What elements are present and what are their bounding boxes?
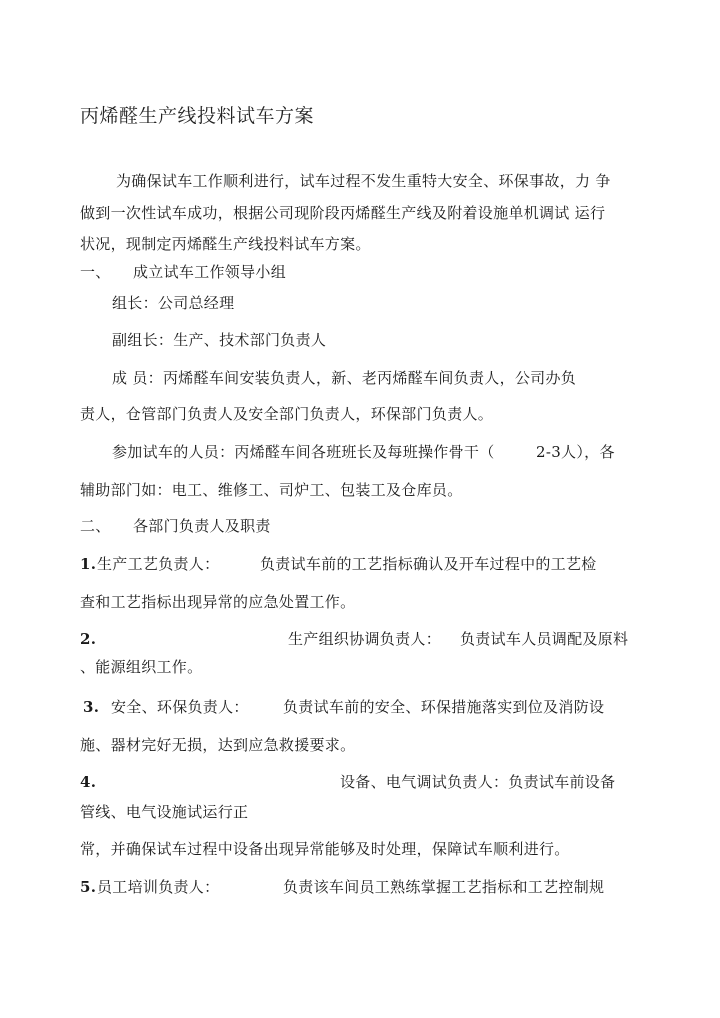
item-2-duty-line-1: 负责试车人员调配及原料 xyxy=(460,630,629,648)
item-5-number: 5. xyxy=(80,878,97,896)
item-5-duty-line-1: 负责该车间员工熟练掌握工艺指标和工艺控制规 xyxy=(283,878,605,896)
leader-line: 组长：公司总经理 xyxy=(112,294,235,312)
section-2-number: 二、 xyxy=(80,517,111,535)
document-title: 丙烯醛生产线投料试车方案 xyxy=(80,105,315,127)
item-1-number: 1. xyxy=(80,555,97,573)
item-3-duty-line-2: 施、器材完好无损，达到应急救援要求。 xyxy=(80,736,356,754)
item-4-number: 4. xyxy=(80,773,97,791)
item-5-role: 员工培训负责人： xyxy=(97,878,220,896)
section-1-heading: 成立试车工作领导小组 xyxy=(133,263,287,281)
item-1-duty-line-2: 查和工艺指标出现异常的应急处置工作。 xyxy=(80,593,356,611)
item-3-role: 安全、环保负责人： xyxy=(111,698,249,716)
intro-line-1: 为确保试车工作顺利进行，试车过程不发生重特大安全、环保事故，力 争 xyxy=(116,172,611,190)
section-1-number: 一、 xyxy=(80,263,111,281)
participants-line-1a: 参加试车的人员：丙烯醛车间各班班长及每班操作骨干（ xyxy=(112,443,495,461)
item-3-duty-line-1: 负责试车前的安全、环保措施落实到位及消防设 xyxy=(283,698,605,716)
deputy-line: 副组长：生产、技术部门负责人 xyxy=(112,331,327,349)
item-1-role: 生产工艺负责人： xyxy=(97,555,220,573)
intro-line-2: 做到一次性试车成功，根据公司现阶段丙烯醛生产线及附着设施单机调试 运行 xyxy=(80,204,606,222)
item-4-duty-line-1: 管线、电气设施试运行正 xyxy=(80,803,249,821)
participants-line-2: 辅助部门如：电工、维修工、司炉工、包装工及仓库员。 xyxy=(80,481,463,499)
item-2-duty-line-2: 、能源组织工作。 xyxy=(80,658,203,676)
item-4-role: 设备、电气调试负责人：负责试车前设备 xyxy=(340,773,616,791)
item-1-duty-line-1: 负责试车前的工艺指标确认及开车过程中的工艺检 xyxy=(260,555,597,573)
item-4-duty-line-2: 常，并确保试车过程中设备出现异常能够及时处理，保障试车顺利进行。 xyxy=(80,840,570,858)
item-3-number: 3. xyxy=(83,698,100,716)
item-2-number: 2. xyxy=(80,630,97,648)
item-2-role: 生产组织协调负责人： xyxy=(288,630,442,648)
section-2-heading: 各部门负责人及职责 xyxy=(133,517,271,535)
members-line-2: 责人，仓管部门负责人及安全部门负责人，环保部门负责人。 xyxy=(80,405,494,423)
members-line-1: 成 员：丙烯醛车间安装负责人，新、老丙烯醛车间负责人，公司办负 xyxy=(112,369,577,387)
intro-line-3: 状况，现制定丙烯醛生产线投料试车方案。 xyxy=(80,235,371,253)
participants-line-1b: 2-3人），各 xyxy=(536,443,615,461)
